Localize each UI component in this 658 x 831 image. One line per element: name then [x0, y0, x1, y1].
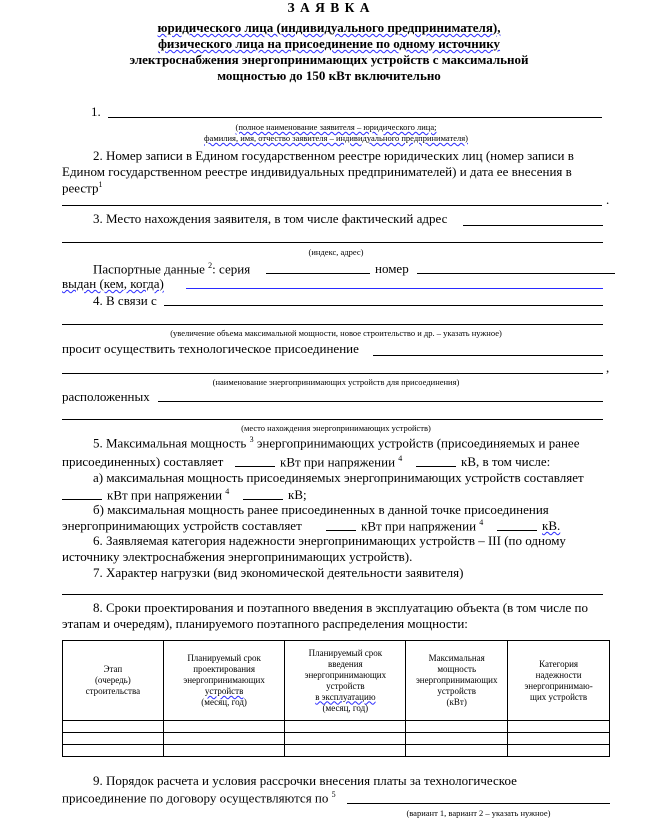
subtitle-line-4: мощностью до 150 кВт включительно	[217, 68, 441, 83]
item6-line-2: источнику электроснабжения энергопринимающих устройств).	[62, 549, 413, 564]
item5-line-1: 5. Максимальная мощность $^3$ энергопринимающих устройств (присоединяемых и ранее	[93, 435, 580, 451]
address-caption: (индекс, адрес)	[308, 247, 364, 257]
passport-label: Паспортные данные $^2$: серия	[93, 261, 251, 277]
item5b-line-1: б) максимальная мощность ранее присоединенных в данной точке присоединения	[93, 502, 549, 517]
header-stage: Этап (очередь) строительства	[63, 641, 164, 721]
item2-period: .	[606, 192, 610, 207]
registry-record-field[interactable]	[62, 205, 602, 206]
subtitle	[0, 20, 658, 84]
item7-text: 7. Характер нагрузки (вид экономической деятельности заявителя)	[93, 565, 464, 580]
subtitle-line-3: электроснабжения энергопринимающих устройств с максимальной	[129, 52, 529, 67]
item8-line-1: 8. Сроки проектирования и поэтапного введения в эксплуатацию объекта (в том числе по	[93, 600, 588, 615]
applicant-name-field[interactable]	[108, 117, 602, 118]
schedule-table	[62, 640, 610, 757]
reason-caption: (увеличение объема максимальной мощности, новое строительство и др. – указать нужное)	[170, 328, 502, 338]
item2-line-2: Едином государственном реестре индивидуальных предпринимателей) и дата ее внесения в	[62, 164, 572, 179]
max-power-field[interactable]	[235, 466, 275, 467]
location-field-2[interactable]	[62, 419, 603, 420]
subtitle-line-2: физического лица на присоединение по одному источнику	[157, 36, 501, 51]
header-max-power: Максимальная мощность энергопринимающих устройств (кВт)	[406, 641, 508, 721]
reason-field-1[interactable]	[164, 305, 603, 306]
page-title: З А Я В К А	[287, 0, 371, 15]
item5-kw-label: кВт при напряжении $^4$	[280, 454, 403, 470]
item9-line-1: 9. Порядок расчета и условия рассрочки внесения платы за технологическое	[93, 773, 517, 788]
item1-caption-1: (полное наименование заявителя – юридического лица;	[235, 122, 437, 132]
item5-line-2b: кВ, в том числе:	[461, 454, 551, 469]
header-design-term: Планируемый срок проектирования энергопринимающих устройств (месяц, год)	[163, 641, 285, 721]
passport-number-field[interactable]	[417, 273, 615, 274]
item2-line-3: реестр$^1$	[62, 180, 103, 196]
item9-line-2: присоединение по договору осуществляются по $^5$	[62, 790, 336, 806]
item5-line-2a: присоединенных) составляет	[62, 454, 224, 469]
request-text: просит осуществить технологическое присоединение	[62, 341, 359, 356]
item5a-kv-end: кВ;	[288, 487, 307, 502]
payment-option-caption: (вариант 1, вариант 2 – указать нужное)	[406, 808, 551, 818]
existing-voltage-field[interactable]	[497, 530, 537, 531]
location-caption: (место нахождения энергопринимающих устройств)	[241, 423, 431, 433]
table-row[interactable]	[63, 733, 610, 745]
address-field-2[interactable]	[62, 242, 603, 243]
reason-field-2[interactable]	[62, 324, 603, 325]
item8-line-2: этапам и очередям), планируемого поэтапного распределения мощности:	[62, 616, 468, 631]
item4-text: 4. В связи с	[93, 293, 157, 308]
table-row[interactable]	[63, 721, 610, 733]
issued-by-field[interactable]	[186, 288, 603, 289]
devices-caption: (наименование энергопринимающих устройств для присоединения)	[212, 377, 460, 387]
item5a-line-1: а) максимальная мощность присоединяемых энергопринимающих устройств составляет	[93, 470, 584, 485]
item5a-kw-label: кВт при напряжении $^4$	[107, 487, 230, 503]
location-field-1[interactable]	[158, 401, 603, 402]
item2-line-1: 2. Номер записи в Едином государственном реестре юридических лиц (номер записи в	[93, 148, 574, 163]
devices-comma: ,	[606, 360, 610, 375]
voltage-field[interactable]	[416, 466, 456, 467]
passport-number-label: номер	[375, 261, 409, 276]
header-commissioning-term: Планируемый срок введения энергопринимающих устройств в эксплуатацию (месяц, год)	[285, 641, 406, 721]
header-reliability: Категория надежности энергопринимаю- щих устройств	[508, 641, 610, 721]
located-label: расположенных	[62, 389, 150, 404]
payment-option-field[interactable]	[347, 803, 610, 804]
new-power-field[interactable]	[62, 499, 102, 500]
existing-power-field[interactable]	[326, 530, 356, 531]
devices-field-1[interactable]	[373, 355, 603, 356]
item3-text: 3. Место нахождения заявителя, в том числе фактический адрес	[93, 211, 448, 226]
table-header-row	[63, 641, 610, 721]
subtitle-line-1: юридического лица (индивидуального предпринимателя),	[157, 20, 501, 35]
item5b-kw-label: кВт при напряжении $^4$	[361, 518, 484, 534]
new-voltage-field[interactable]	[243, 499, 283, 500]
table-row[interactable]	[63, 745, 610, 757]
item1-caption-2: фамилия, имя, отчество заявителя – индивидуального предпринимателя)	[204, 133, 468, 143]
address-field-1[interactable]	[463, 225, 603, 226]
load-character-field[interactable]	[62, 594, 603, 595]
passport-series-field[interactable]	[266, 273, 370, 274]
item1-number: 1.	[91, 104, 101, 119]
issued-by-label: выдан (кем, когда)	[62, 276, 164, 291]
item5b-line-2a: энергопринимающих устройств составляет	[62, 518, 302, 533]
item6-line-1: 6. Заявляемая категория надежности энергопринимающих устройств – III (по одному	[93, 533, 566, 548]
devices-field-2[interactable]	[62, 373, 603, 374]
item5b-kv-end: кВ.	[542, 518, 561, 533]
